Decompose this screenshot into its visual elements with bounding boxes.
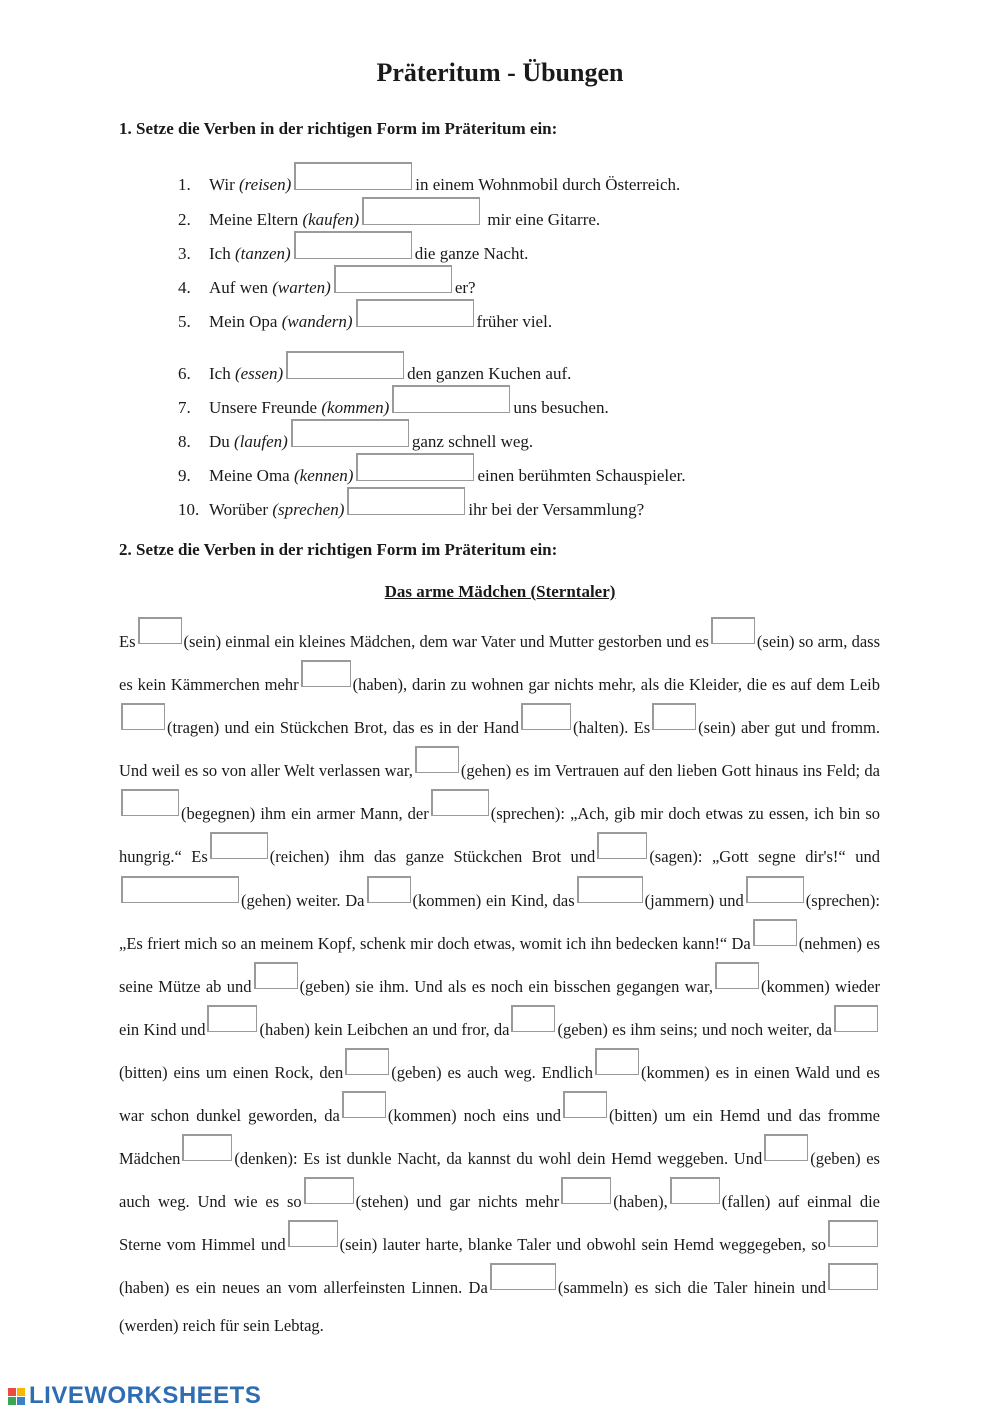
answer-input[interactable]	[362, 197, 480, 225]
answer-input[interactable]	[711, 617, 755, 644]
answer-input[interactable]	[345, 1048, 389, 1075]
exercise-2-heading: 2. Setze die Verben in der richtigen Form im Präteritum ein:	[119, 540, 558, 559]
page-title: Präteritum - Übungen	[376, 58, 624, 87]
story-text: Es (sein) einmal ein kleines Mädchen, dem war Vater und Mutter gestorben und es (sein) so arm, dass es kein Kämmerchen mehr (haben), darin zu wohnen gar nichts mehr, als die Kleider, die es auf dem Leib(tragen) und ein Stückchen Brot, das es in der Hand (halten). Es (sein) aber gut und fromm. Und weil es so von aller Welt verlassen war, (gehen) es im Vertrauen auf den lieben Gott hinaus ins Feld; da(begegnen) ihm ein armer Mann, der (sprechen): „Ach, gib mir doch etwas zu essen, ich bin so hungrig.“ Es (reichen) ihm das ganze Stückchen Brot und (sagen): „Gott segne dir's!“ und(gehen) weiter. Da (kommen) ein Kind, das (jammern) und (sprechen): „Es friert mich so an meinem Kopf, schenk mir doch etwas, womit ich ihn bedecken kann!“ Da (nehmen) es seine Mütze ab und (geben) sie ihm. Und als es noch ein bisschen gegangen war, (kommen) wieder ein Kind und (haben) kein Leibchen an und fror, da (geben) es ihm seins; und noch weiter, da(bitten) eins um einen Rock, den (geben) es auch weg. Endlich (kommen) es in einen Wald und es war schon dunkel geworden, da (kommen) noch eins und (bitten) um ein Hemd und das fromme Mädchen (denken): Es ist dunkle Nacht, da kannst du wohl dein Hemd weggeben. Und (geben) es auch weg. Und wie es so (stehen) und gar nichts mehr (haben), (fallen) auf einmal die Sterne vom Himmel und (sein) lauter harte, blanke Taler und obwohl sein Hemd weggegeben, so(haben) es ein neues an vom allerfeinsten Linnen. Da (sammeln) es sich die Taler hinein und(werden) reich für sein Lebtag.	[119, 617, 880, 1344]
answer-input[interactable]	[254, 962, 298, 989]
answer-input[interactable]	[595, 1048, 639, 1075]
answer-input[interactable]	[288, 1220, 338, 1247]
brand-name: LIVEWORKSHEETS	[29, 1382, 262, 1409]
answer-input[interactable]	[834, 1005, 878, 1032]
logo-square	[8, 1388, 16, 1396]
answer-input[interactable]	[138, 617, 182, 644]
logo-square	[17, 1397, 25, 1405]
answer-input[interactable]	[286, 351, 404, 379]
exercise-item: 6. Ich (essen) den ganzen Kuchen auf.	[178, 351, 571, 385]
answer-input[interactable]	[301, 660, 351, 687]
logo-square	[17, 1388, 25, 1396]
answer-input[interactable]	[746, 876, 804, 903]
exercise-item: 10. Worüber (sprechen) ihr bei der Versammlung?	[178, 487, 644, 521]
answer-input[interactable]	[521, 703, 571, 730]
answer-input[interactable]	[828, 1263, 878, 1290]
answer-input[interactable]	[431, 789, 489, 816]
answer-input[interactable]	[753, 919, 797, 946]
answer-input[interactable]	[367, 876, 411, 903]
liveworksheets-footer	[8, 1383, 261, 1409]
exercise-1-heading: 1. Setze die Verben in der richtigen Form im Präteritum ein:	[119, 119, 558, 138]
answer-input[interactable]	[652, 703, 696, 730]
answer-input[interactable]	[121, 876, 239, 903]
answer-input[interactable]	[304, 1177, 354, 1204]
answer-input[interactable]	[577, 876, 643, 903]
answer-input[interactable]	[291, 419, 409, 447]
logo-square	[8, 1397, 16, 1405]
answer-input[interactable]	[121, 703, 165, 730]
answer-input[interactable]	[828, 1220, 878, 1247]
answer-input[interactable]	[356, 453, 474, 481]
answer-input[interactable]	[207, 1005, 257, 1032]
answer-input[interactable]	[764, 1134, 808, 1161]
answer-input[interactable]	[415, 746, 459, 773]
answer-input[interactable]	[342, 1091, 386, 1118]
answer-input[interactable]	[294, 231, 412, 259]
exercise-item: 8. Du (laufen) ganz schnell weg.	[178, 419, 533, 453]
answer-input[interactable]	[670, 1177, 720, 1204]
exercise-item: 2. Meine Eltern (kaufen) mir eine Gitarre.	[178, 197, 600, 231]
exercise-item: 3. Ich (tanzen) die ganze Nacht.	[178, 231, 528, 265]
exercise-item: 1. Wir (reisen) in einem Wohnmobil durch Österreich.	[178, 162, 680, 196]
answer-input[interactable]	[561, 1177, 611, 1204]
exercise-item: 9. Meine Oma (kennen) einen berühmten Schauspieler.	[178, 453, 686, 487]
answer-input[interactable]	[347, 487, 465, 515]
answer-input[interactable]	[511, 1005, 555, 1032]
answer-input[interactable]	[210, 832, 268, 859]
exercise-item: 4. Auf wen (warten) er?	[178, 265, 476, 299]
exercise-item: 7. Unsere Freunde (kommen) uns besuchen.	[178, 385, 609, 419]
story-title: Das arme Mädchen (Sterntaler)	[384, 582, 616, 601]
answer-input[interactable]	[334, 265, 452, 293]
answer-input[interactable]	[182, 1134, 232, 1161]
answer-input[interactable]	[597, 832, 647, 859]
answer-input[interactable]	[356, 299, 474, 327]
answer-input[interactable]	[715, 962, 759, 989]
liveworksheets-logo-icon	[8, 1388, 25, 1405]
answer-input[interactable]	[490, 1263, 556, 1290]
answer-input[interactable]	[563, 1091, 607, 1118]
answer-input[interactable]	[294, 162, 412, 190]
answer-input[interactable]	[121, 789, 179, 816]
exercise-item: 5. Mein Opa (wandern) früher viel.	[178, 299, 552, 333]
answer-input[interactable]	[392, 385, 510, 413]
